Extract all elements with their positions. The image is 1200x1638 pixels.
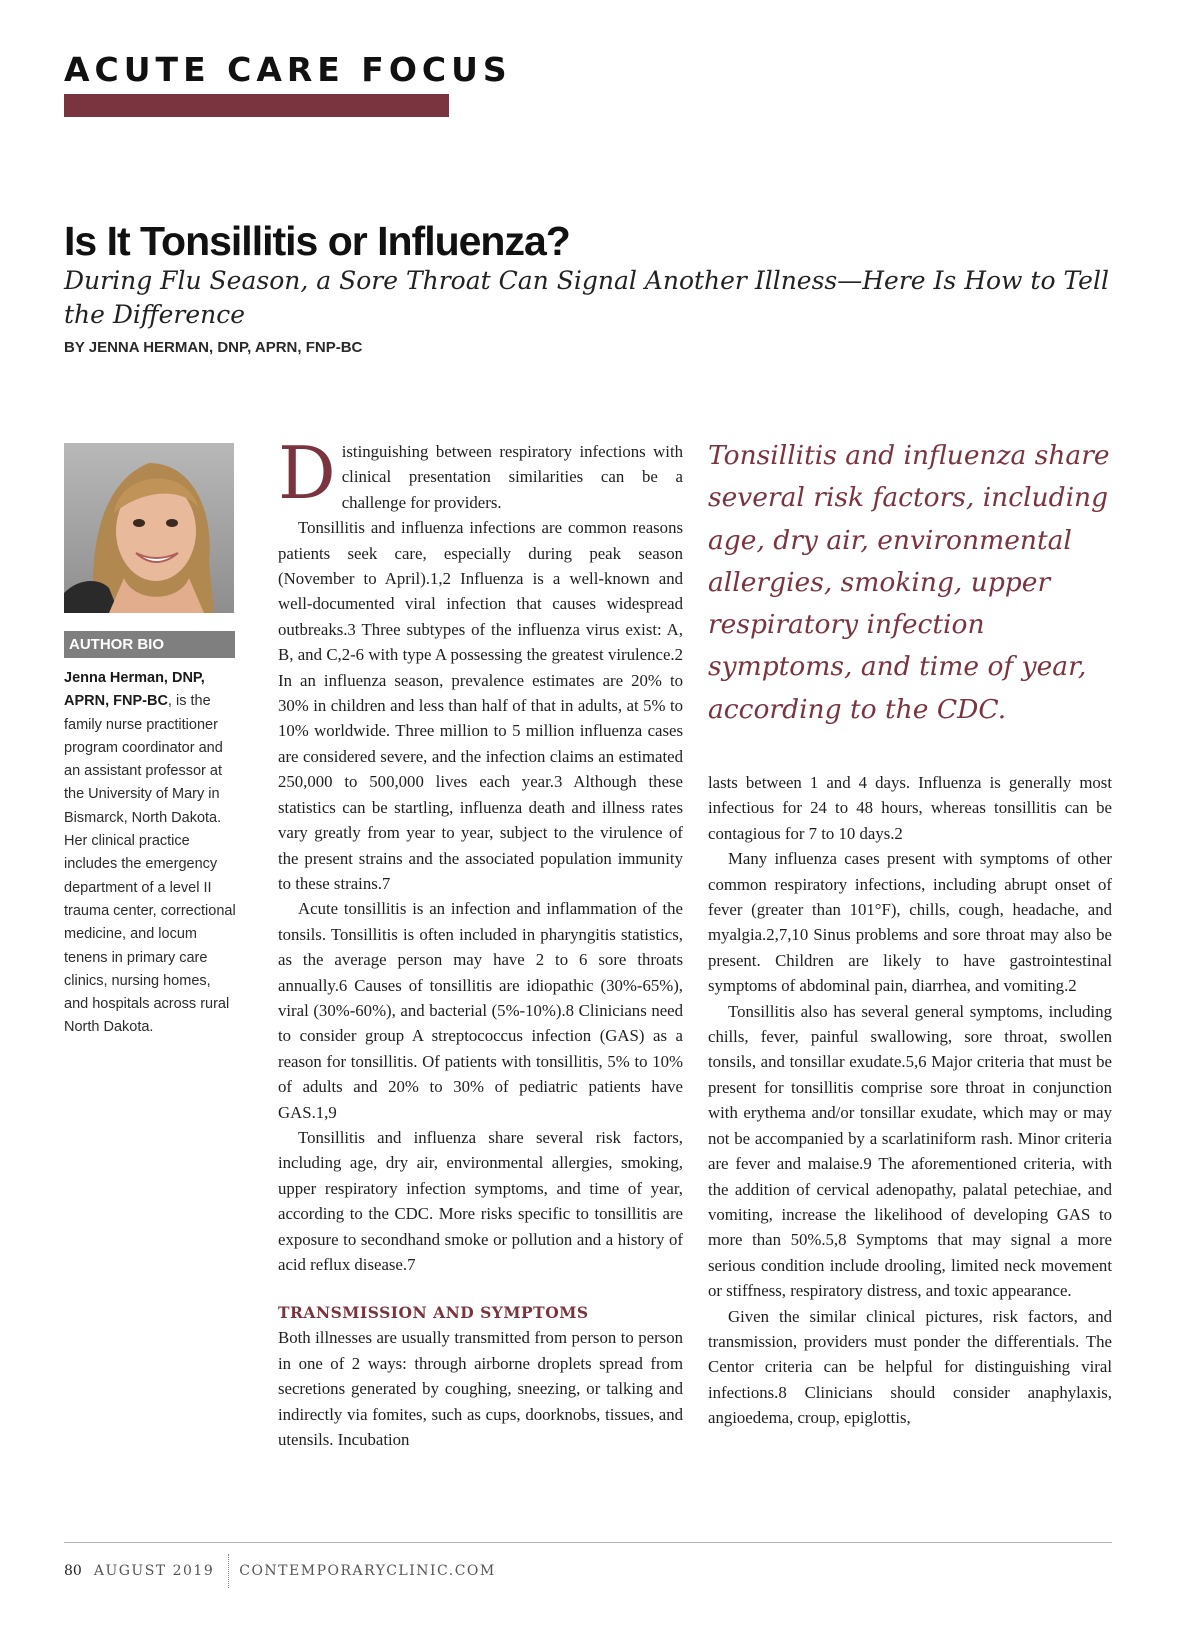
intro-text: istinguishing between respiratory infections with clinical presentation similarities can be a challenge for providers. [341, 442, 683, 512]
publication-website[interactable]: CONTEMPORARYCLINIC.COM [239, 1563, 496, 1579]
article-subtitle: During Flu Season, a Sore Throat Can Signal Another Illness—Here Is How to Tell the Difference [64, 266, 1109, 329]
body-paragraph: Tonsillitis and influenza share several risk factors, including age, dry air, environmental allergies, smoking, upper respiratory infection symptoms, and time of year, according to the CDC. More risks specific to tonsillitis are exposure to secondhand smoke or pollution and a history of acid reflux disease.7 [278, 1127, 683, 1274]
section-label: ACUTE CARE FOCUS [64, 50, 512, 89]
body-paragraph: lasts between 1 and 4 days. Influenza is generally most infectious for 24 to 48 hours, whereas tonsillitis can be contagious for 7 to 10 days.2 [708, 773, 1112, 843]
author-bio-heading: AUTHOR BIO [64, 631, 235, 658]
body-paragraph: Given the similar clinical pictures, risk factors, and transmission, providers must ponder the differentials. The Centor criteria can be helpful for distinguishing viral infections.8 Clinicians should consider anaphylaxis, angioedema, croup, epiglottis, [708, 1306, 1112, 1428]
author-portrait-image [64, 443, 234, 613]
author-photo [64, 443, 234, 613]
body-paragraph: Both illnesses are usually transmitted from person to person in one of 2 ways: through airborne droplets spread from secretions generated by coughing, sneezing, or talking and indirectly via fomites, such as cups, doorknobs, tissues, and utensils. Incubation [278, 1328, 683, 1450]
page-number: 80 [64, 1563, 82, 1579]
article-title: Is It Tonsillitis or Influenza? [64, 218, 570, 264]
footer-divider [228, 1554, 229, 1588]
article-column-right [708, 770, 1112, 1431]
body-paragraph: Tonsillitis also has several general symptoms, including chills, fever, painful swallowing, sore throat, swollen tonsils, and tonsillar exudate.5,6 Major criteria that must be present for tonsillitis comprise sore throat in conjunction with erythema and/or tonsillar exudate, which may or may not be accompanied by a scarlatiniform rash. Minor criteria are fever and malaise.9 The aforementioned criteria, with the addition of cervical adenopathy, palatal petechiae, and vomiting, increase the likelihood of developing GAS to more than 50%.5,8 Symptoms that may signal a more serious condition include drooling, limited neck movement or stiffness, respiratory distress, and toxic appearance. [708, 1001, 1112, 1301]
article-byline: BY JENNA HERMAN, DNP, APRN, FNP-BC [64, 339, 363, 356]
intro-paragraph [278, 431, 683, 515]
body-paragraph: Many influenza cases present with symptoms of other common respiratory infections, including abrupt onset of fever (greater than 101°F), chills, cough, headache, and myalgia.2,7,10 Sinus problems and sore throat may also be present. Children are likely to have gastrointestinal symptoms of abdominal pain, diarrhea, and vomiting.2 [708, 849, 1112, 996]
author-bio-description: , is the family nurse practitioner program coordinator and an assistant professor at the University of Mary in Bismarck, North Dakota. Her clinical practice includes the emergency department of a level II trauma center, correctional medicine, and locum tenens in primary care clinics, nursing homes, and hospitals across rural North Dakota. [64, 693, 236, 1036]
drop-cap: D [278, 431, 336, 515]
author-bio-name: Jenna Herman, DNP, APRN, FNP-BC [64, 670, 205, 710]
section-accent-bar [64, 94, 449, 117]
footer-rule [64, 1542, 1112, 1543]
page-footer [64, 1554, 496, 1588]
body-paragraph: Acute tonsillitis is an infection and inflammation of the tonsils. Tonsillitis is often included in pharyngitis statistics, as the average person may have 2 to 6 sore throats annually.6 Causes of tonsillitis are idiopathic (30%-65%), viral (30%-60%), and bacterial (5%-10%).8 Clinicians need to consider group A streptococcus infection (GAS) as a reason for tonsillitis. Of patients with tonsillitis, 5% to 10% of adults and 20% to 30% of pediatric patients have GAS.1,9 [278, 899, 683, 1122]
pull-quote: Tonsillitis and influenza share several risk factors, including age, dry air, environmental allergies, smoking, upper respiratory infection symptoms, and time of year, according to the CDC. [708, 440, 1110, 725]
issue-date: AUGUST 2019 [93, 1563, 215, 1579]
section-heading: TRANSMISSION AND SYMPTOMS [278, 1303, 589, 1323]
author-bio-text [64, 667, 238, 1040]
body-paragraph: Tonsillitis and influenza infections are common reasons patients seek care, especially during peak season (November to April).1,2 Influenza is a well-known and well-documented viral infection that causes widespread outbreaks.3 Three subtypes of the influenza virus exist: A, B, and C,2-6 with type A possessing the greatest virulence.2 In an influenza season, prevalence estimates are 20% to 30% in children and less than half of that in adults, at 5% to 10% worldwide. Three million to 5 million influenza cases are considered severe, and the infection claims an estimated 250,000 to 500,000 lives each year.3 Although these statistics can be startling, influenza death and illness rates vary greatly from year to year, subject to the virulence of the present strains and the associated population immunity to these strains.7 [278, 518, 683, 893]
article-column-left [278, 431, 683, 1452]
